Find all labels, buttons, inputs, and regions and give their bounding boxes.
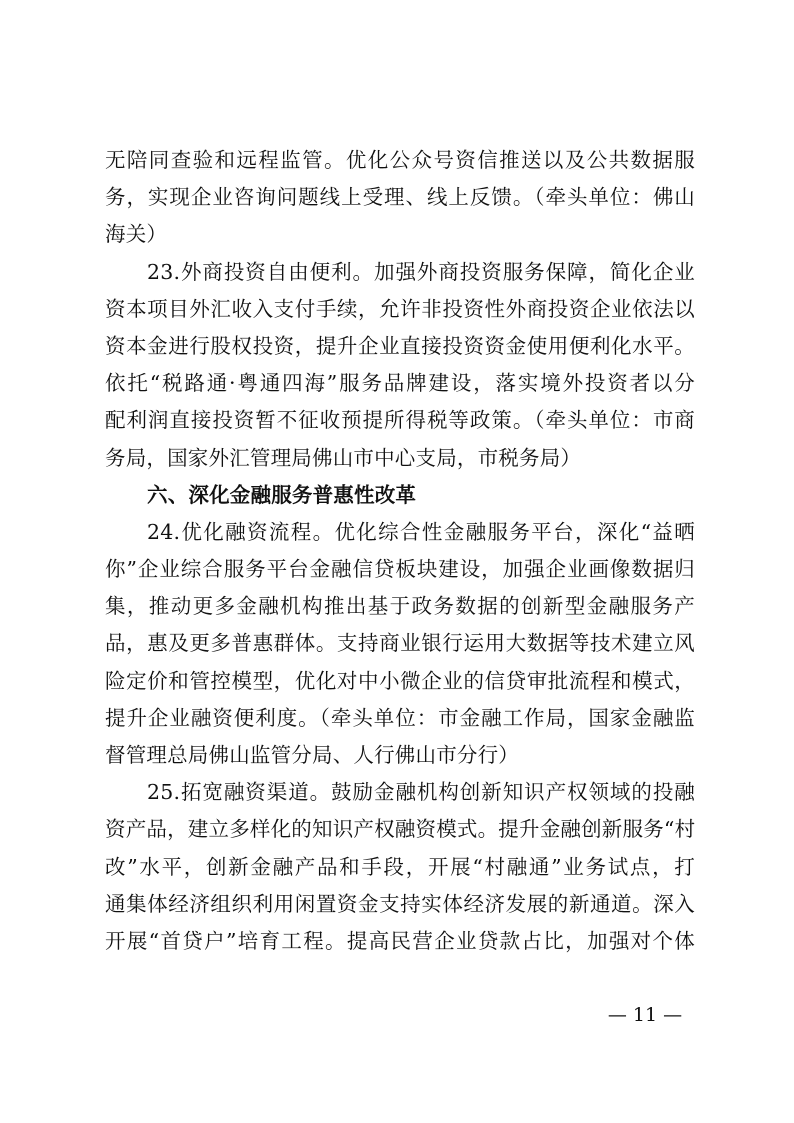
paragraph-23-start: 23.外商投资自由便利。加强外商投资服务保障，简化企业 — [147, 259, 695, 284]
text-line: 你”企业综合服务平台金融信贷板块建设，加强企业画像数据归 — [105, 557, 695, 582]
text-line: 依托“税路通·粤通四海”服务品牌建设，落实境外投资者以分 — [105, 371, 695, 396]
section-heading: 六、深化金融服务普惠性改革 — [147, 482, 417, 507]
text-line: 改”水平，创新金融产品和手段，开展“村融通”业务试点，打 — [105, 854, 695, 879]
text-line: 资本金进行股权投资，提升企业直接投资资金使用便利化水平。 — [105, 333, 695, 358]
text-line: 资产品，建立多样化的知识产权融资模式。提升金融创新服务“村 — [105, 817, 696, 842]
text-line: 品，惠及更多普惠群体。支持商业银行运用大数据等技术建立风 — [105, 631, 695, 656]
paragraph-24-start: 24.优化融资流程。优化综合性金融服务平台，深化“益晒 — [147, 519, 695, 544]
page-number: — 11 — — [607, 1004, 683, 1026]
body-text — [105, 142, 695, 960]
text-line: 务，实现企业咨询问题线上受理、线上反馈。（牵头单位：佛山 — [105, 185, 695, 210]
text-line: 务局，国家外汇管理局佛山市中心支局，市税务局） — [105, 445, 582, 470]
text-line: 险定价和管控模型，优化对中小微企业的信贷审批流程和模式， — [105, 668, 695, 693]
text-line: 提升企业融资便利度。（牵头单位：市金融工作局，国家金融监 — [105, 705, 695, 730]
text-line: 配利润直接投资暂不征收预提所得税等政策。（牵头单位：市商 — [105, 408, 695, 433]
text-line: 通集体经济组织利用闲置资金支持实体经济发展的新通道。深入 — [105, 891, 695, 916]
text-line: 无陪同查验和远程监管。优化公众号资信推送以及公共数据服 — [105, 148, 695, 172]
text-line: 资本项目外汇收入支付手续，允许非投资性外商投资企业依法以 — [105, 296, 695, 321]
text-line: 海关） — [105, 222, 168, 247]
text-line: 集，推动更多金融机构推出基于政务数据的创新型金融服务产 — [105, 594, 695, 619]
text-line: 督管理总局佛山监管分局、人行佛山市分行） — [105, 743, 519, 767]
paragraph-25-start: 25.拓宽融资渠道。鼓励金融机构创新知识产权领域的投融 — [147, 780, 695, 805]
text-line: 开展“首贷户”培育工程。提高民营企业贷款占比，加强对个体 — [105, 928, 695, 953]
